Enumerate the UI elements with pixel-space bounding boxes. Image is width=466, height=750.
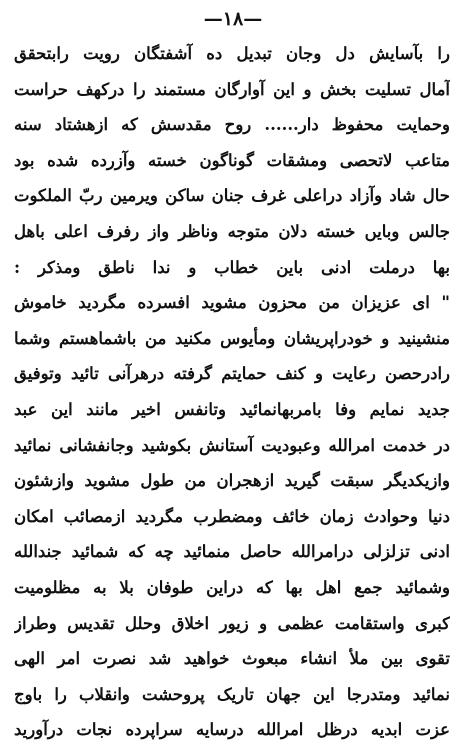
text-line: " ای عزیزان من محزون مشوید افسرده مگردید خاموش [14, 293, 450, 313]
text-line: کبری واستقامت عظمی و زیور اخلاق وحلل تقدیس وطراز [14, 613, 450, 633]
text-line: عزت ابدیه درظل امرالله درسایه سراپرده نجات درآورید [14, 720, 450, 740]
text-line: وشمائید جمع اهل بها که دراین طوفان بلا به مظلومیت [14, 577, 450, 597]
text-line: نمائید ومتدرجا این جهان تاریک پروحشت وانقلاب را باوج [14, 684, 450, 704]
text-line: را بآسایش دل وجان تبدیل ده آشفتگان رویت رابتحقق [14, 44, 450, 63]
text-line: دنیا وحوادث زمان خائف ومضطرب مگردید ازمصائب امکان [14, 506, 450, 526]
text-line: وحمایت محفوظ دار...... روح مقدسش که ازهشتاد سنه [14, 115, 450, 135]
text-line: متاعب لاتحصی ومشقات گوناگون خسته وآزرده شده بود [14, 150, 450, 170]
text-line: جالس وبایں خسته دلان متوجه وناظر واز رفرف اعلی باهل [14, 221, 450, 241]
text-line: بها درملت ادنی باین خطاب و ندا ناطق ومذکر : [14, 257, 450, 277]
text-line: منشینید و خودراپریشان ومأیوس مکنید من باشماهستم وشما [14, 328, 450, 348]
text-line: وازیکدیگر سبقت گیرید ازهجران من طول مشوید وازشئون [14, 471, 450, 491]
text-line: ادنی تزلزلی درامرالله حاصل منمائید چه که شمائید جندالله [14, 542, 450, 562]
page-number: —۱۸— [203, 8, 263, 30]
text-line: رادرحصن رعایت و کنف حمایتم گرفته درهرآنی تائید وتوفیق [14, 364, 450, 384]
text-line: تقوی بین ملأ انشاء مبعوث خواهید شد نصرت امر الهی [14, 649, 450, 669]
text-line: حال شاد وآزاد دراعلی غرف جنان ساکن ویرمین ربّ الملکوت [14, 186, 450, 206]
text-line: در خدمت امرالله وعبودیت آستانش بکوشید وجانفشانی نمائید [14, 435, 450, 455]
body-text [14, 36, 450, 748]
text-line: جدید نمایم وفا بامربهانمائید وتانفس اخیر مانند این عبد [14, 399, 450, 419]
text-line: آمال تسلیت بخش و این آوارگان مستمند را درکهف حراست [14, 79, 450, 99]
